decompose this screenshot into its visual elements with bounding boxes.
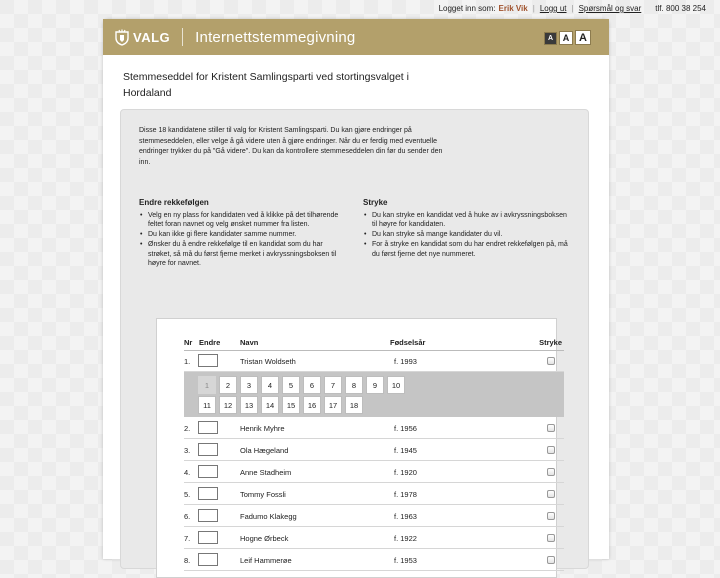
font-size-medium-button[interactable]: A: [559, 31, 573, 45]
strike-checkbox[interactable]: [547, 357, 555, 365]
reorder-item: • Du kan ikke gi flere kandidater samme nummer.: [139, 230, 344, 240]
table-row: [184, 462, 564, 483]
birth-year: f. 1920: [394, 468, 417, 477]
picker-option[interactable]: 14: [261, 396, 279, 414]
row-number: 2.: [184, 424, 191, 433]
top-bar: [439, 4, 706, 13]
row-number: 7.: [184, 534, 191, 543]
separator: |: [532, 4, 535, 13]
change-position-field[interactable]: [198, 354, 218, 367]
reorder-item: • Ønsker du å endre rekkefølge til en kandidat som du har strøket, så må du først fjerne merket i avkryssningsboksen til høyre for navnet.: [139, 240, 344, 269]
picker-option[interactable]: 3: [240, 376, 258, 394]
picker-option[interactable]: 15: [282, 396, 300, 414]
strike-checkbox[interactable]: [547, 512, 555, 520]
change-position-field[interactable]: [198, 531, 218, 544]
candidate-name: Leif Hammerøe: [240, 556, 292, 565]
coat-of-arms-icon: [115, 29, 129, 46]
candidate-table: [156, 318, 562, 578]
row-number: 6.: [184, 512, 191, 521]
row-number: 1.: [184, 357, 191, 366]
birth-year: f. 1963: [394, 512, 417, 521]
picker-option[interactable]: 13: [240, 396, 258, 414]
intro-text: Disse 18 kandidatene stiller til valg for Kristent Samlingsparti. Du kan gjøre endringer på stemmeseddelen, eller velge å gå videre uten å gjøre endringer. Når du er ferdig med eventuelle endringer trykker du på "Gå videre". Du kan da kontrollere stemmeseddelen din før du sender den inn.: [139, 127, 443, 166]
strike-checkbox[interactable]: [547, 424, 555, 432]
birth-year: f. 1945: [394, 446, 417, 455]
row-number: 3.: [184, 446, 191, 455]
birth-year: f. 1953: [394, 556, 417, 565]
table-row: [184, 440, 564, 461]
table-row: [184, 550, 564, 571]
table-row: [184, 418, 564, 439]
row-number: 5.: [184, 490, 191, 499]
user-name: Erik Vik: [498, 4, 528, 13]
separator: |: [571, 4, 574, 13]
picker-option[interactable]: 12: [219, 396, 237, 414]
candidate-name: Tristan Woldseth: [240, 357, 296, 366]
strike-checkbox[interactable]: [547, 556, 555, 564]
phone-number: tlf. 800 38 254: [655, 4, 706, 13]
logout-link[interactable]: Logg ut: [539, 4, 567, 13]
change-position-field[interactable]: [198, 509, 218, 522]
candidate-name: Anne Stadheim: [240, 468, 292, 477]
candidate-name: Fadumo Klakegg: [240, 512, 297, 521]
candidate-name: Tommy Fossli: [240, 490, 286, 499]
change-position-field[interactable]: [198, 553, 218, 566]
logo-text: VALG: [133, 29, 171, 45]
logged-in-label: Logget inn som:: [438, 4, 496, 13]
picker-option[interactable]: 8: [345, 376, 363, 394]
main-frame: [103, 19, 609, 565]
strike-checkbox[interactable]: [547, 446, 555, 454]
position-picker: [184, 372, 564, 417]
picker-option[interactable]: 5: [282, 376, 300, 394]
row-number: 8.: [184, 556, 191, 565]
strike-checkbox[interactable]: [547, 490, 555, 498]
picker-option[interactable]: 16: [303, 396, 321, 414]
reorder-item: • Velg en ny plass for kandidaten ved å klikke på det tilhørende feltet foran navnet og velg ønsket nummer fra listen.: [139, 211, 344, 230]
strike-item: • Du kan stryke en kandidat ved å huke av i avkryssningsboksen til høyre for kandidaten.: [363, 211, 571, 230]
valg-logo: [115, 29, 170, 46]
col-birth-year: Fødselsår: [390, 338, 426, 347]
change-position-field[interactable]: [198, 421, 218, 434]
page-title: Stemmeseddel for Kristent Samlingsparti ved stortingsvalget i Hordaland: [123, 71, 409, 99]
strike-checkbox[interactable]: [547, 534, 555, 542]
change-position-field[interactable]: [198, 443, 218, 456]
col-name: Navn: [240, 338, 259, 347]
strike-instructions: [363, 198, 571, 260]
picker-option[interactable]: 4: [261, 376, 279, 394]
picker-option[interactable]: 2: [219, 376, 237, 394]
faq-link[interactable]: Spørsmål og svar: [578, 4, 642, 13]
reorder-instructions: [139, 198, 344, 269]
col-strike: Stryke: [539, 338, 562, 347]
reorder-heading: Endre rekkefølgen: [139, 198, 209, 207]
picker-option[interactable]: 10: [387, 376, 405, 394]
table-row: [184, 484, 564, 505]
birth-year: f. 1956: [394, 424, 417, 433]
font-size-large-button[interactable]: A: [575, 30, 591, 45]
picker-option[interactable]: 11: [198, 396, 216, 414]
picker-option[interactable]: 18: [345, 396, 363, 414]
font-size-small-button[interactable]: A: [544, 32, 557, 45]
header-divider: [182, 28, 183, 46]
candidate-name: Ola Hægeland: [240, 446, 289, 455]
strike-checkbox[interactable]: [547, 468, 555, 476]
picker-option: 1: [198, 376, 216, 394]
picker-option[interactable]: 6: [303, 376, 321, 394]
candidate-name: Henrik Myhre: [240, 424, 285, 433]
picker-option[interactable]: 7: [324, 376, 342, 394]
strike-item: • For å stryke en kandidat som du har endret rekkefølgen på, må du først fjerne det nye nummeret.: [363, 240, 571, 259]
ballot-panel: [120, 109, 589, 569]
birth-year: f. 1993: [394, 357, 417, 366]
candidate-name: Hogne Ørbeck: [240, 534, 289, 543]
picker-option[interactable]: 9: [366, 376, 384, 394]
birth-year: f. 1922: [394, 534, 417, 543]
col-change: Endre: [199, 338, 221, 347]
picker-option[interactable]: 17: [324, 396, 342, 414]
strike-heading: Stryke: [363, 198, 388, 207]
change-position-field[interactable]: [198, 465, 218, 478]
app-title: Internettstemmegivning: [195, 28, 356, 46]
strike-item: • Du kan stryke så mange kandidater du vil.: [363, 230, 571, 240]
change-position-field[interactable]: [198, 487, 218, 500]
col-nr: Nr: [184, 338, 193, 347]
font-size-controls: [544, 30, 591, 45]
table-header: [184, 336, 564, 351]
row-number: 4.: [184, 468, 191, 477]
table-row: [184, 506, 564, 527]
site-header: [103, 19, 609, 55]
birth-year: f. 1978: [394, 490, 417, 499]
table-row: [184, 351, 564, 372]
table-row: [184, 528, 564, 549]
